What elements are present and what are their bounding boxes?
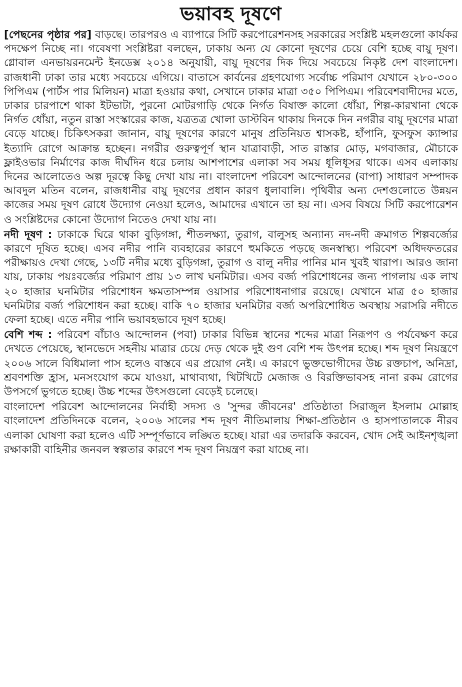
paragraph-text: বাংলাদেশ পরিবেশ আন্দোলনের নির্বাহী সদস্য ও 'সুন্দর জীবনের' প্রতিষ্ঠাতা সিরাজুল ইসলাম মোল্লাহ বাংলাদেশ প্রতিদিনকে বলেন, ২০০৬ সালের শব্দ দূষণ নীতিমালায় শিক্ষা-প্রতিষ্ঠান ও হাসপাতালকে নীরব এলাকা ঘোষণা করা হলেও এটি সম্পূর্ণভাবে লঙ্ঘিত হচ্ছে। যারা এর তদারকি করবেন, খোদ সেই আইনশৃঙ্খলা রক্ষাকারী বাহিনীর জনবল স্বল্পতার কারণে শব্দ দূষণ নিয়ন্ত্রণ করা যাচ্ছে না। [4, 401, 458, 456]
paragraph-text: পরিবেশ বাঁচাও আন্দোলন (পবা) ঢাকার বিভিন্ন স্থানের শব্দের মাত্রা নিরূপণ ও পর্যবেক্ষণ করে দেখতে পেয়েছে, স্থানভেদে সহনীয় মাত্রার চেয়ে দেড় থেকে দুই গুণ বেশি শব্দ উৎপন্ন হচ্ছে। শব্দ দূষণ নিয়ন্ত্রণে ২০০৬ সালে বিধিমালা পাস হলেও বাস্তবে এর প্রয়োগ নেই। এ কারণে ভুক্তভোগীদের উচ্চ রক্তচাপ, অনিদ্রা, শ্রবণশক্তি হ্রাস, মনসংযোগ কমে যাওয়া, মাথাব্যথা, খিটখিটে মেজাজ ও বিরক্তিভাবসহ নানা রকম রোগের উপসর্গে ভুগতে হচ্ছে। উচ্চ শব্দের উৎসগুলো বেড়েই চলেছে। [4, 329, 458, 399]
paragraph-text: বাড়ছে। তারপরও এ ব্যাপারে সিটি করপোরেশনসহ সরকারের সংশ্লিষ্ট মহলগুলো কার্যকর পদক্ষেপ নিচ্ছে না। গবেষণা সংশ্লিষ্টরা বলছেন, ঢাকায় অন্য যে কোনো দূষণের চেয়ে বেশি হচ্ছে বায়ু দূষণ। গ্লোবাল এনভায়রনমেন্ট ইনডেক্স ২০১৪ অনুযায়ী, বায়ু দূষণের দিক দিয়ে সবচেয়ে নিকৃষ্ট দেশ বাংলাদেশ। রাজধানী ঢাকা তার মধ্যে সবচেয়ে এগিয়ে। বাতাসে কার্বনের গ্রহণযোগ্য সর্বোচ্চ পরিমাণ যেখানে ২৮০-৩০০ পিপিএম (পার্টস পার মিলিয়ন) মাত্রা হওয়ার কথা, সেখানে ঢাকার মাত্রা ৩৫০ পিপিএম। পরিবেশবাদীদের মতে, ঢাকার চারপাশে থাকা ইটভাটা, পুরনো মোটরগাড়ি থেকে নির্গত বিষাক্ত কালো ধোঁয়া, শিল্প-কারখানা থেকে নির্গত ধোঁয়া, নতুন রাস্তা সংস্কারের কাজ, যত্রতত্র খোলা ডাস্টবিন থাকায় দিনকে দিন নগরীর বায়ু দূষণের মাত্রা বেড়ে যাচ্ছে। চিকিৎসকরা জানান, বায়ু দূষণের কারণে মানুষ প্রতিনিয়ত শ্বাসকষ্ট, হাঁপানি, ফুসফুস ক্যান্সার ইত্যাদি রোগে আক্রান্ত হচ্ছেন। নগরীর গুরুত্বপূর্ণ স্থান যাত্রাবাড়ী, সাত রাস্তার মোড়, মগবাজার, মৌচাকে ফ্লাইওভার নির্মাণের কাজ দীর্ঘদিন ধরে চলায় আশপাশের এলাকা সব সময় ধূলিধূসর থাকে। এসব এলাকায় দিনের আলোতেও অল্প দূরত্বে কিছু দেখা যায় না। বাংলাদেশ পরিবেশ আন্দোলনের (বাপা) সাধারণ সম্পাদক আবদুল মতিন বলেন, রাজধানীর বায়ু দূষণের প্রধান কারণ ধুলাবালি। পৃথিবীর অন্য দেশগুলোতে উন্নয়ন কাজের সময় দূষণ রোধে উদ্যোগ নেওয়া হলেও, আমাদের এখানে তা হয় না। এসব বিষয়ে সিটি করপোরেশন ও সংশ্লিষ্টদের কোনো উদ্যোগ নিতেও দেখা যায় না। [4, 29, 458, 226]
article-headline: ভয়াবহ দূষণে [180, 3, 282, 25]
article-body [4, 28, 458, 457]
paragraph-lead: [পেছনের পৃষ্ঠার পর] [4, 29, 92, 41]
article-paragraph [4, 28, 458, 227]
section-subhead-river-pollution: নদী দূষণ : [4, 228, 53, 241]
article-paragraph [4, 228, 458, 327]
section-subhead-noise: বেশি শব্দ : [4, 329, 53, 342]
article-paragraph [4, 328, 458, 399]
paragraph-text: ঢাকাকে ঘিরে থাকা বুড়িগঙ্গা, শীতলক্ষ্যা, তুরাগ, বালুসহ অন্যান্য নদ-নদী ক্রমাগত শিল্পবর্জ্যের কারণে দূষিত হচ্ছে। এসব নদীর পানি ব্যবহারের কারণে হুমকিতে পড়ছে জনস্বাস্থ্য। পরিবেশ অধিদফতরের পরীক্ষায়ও দেখা গেছে, ১৩টি নদীর মধ্যে বুড়িগঙ্গা, তুরাগ ও বালু নদীর পানির মান খুবই খারাপ। আরও জানা যায়, ঢাকায় পয়ঃবর্জ্যের পরিমাণ প্রায় ১৩ লাখ ঘনমিটার। এসব বর্জ্য পরিশোধনের জন্য পাগলায় এক লাখ ২০ হাজার ঘনমিটার পরিশোধন ক্ষমতাসম্পন্ন ওয়াসার পরিশোধনাগার রয়েছে। যেখানে মাত্র ৫০ হাজার ঘনমিটার বর্জ্য পরিশোধন করা হচ্ছে। বাকি ৭০ হাজার ঘনমিটার বর্জ্য অপরিশোধিত অবস্থায় সরাসরি নদীতে ফেলা হচ্ছে। এতে নদীর পানি ভয়াবহভাবে দূষণ হচ্ছে। [4, 228, 458, 327]
article-paragraph [4, 400, 458, 457]
